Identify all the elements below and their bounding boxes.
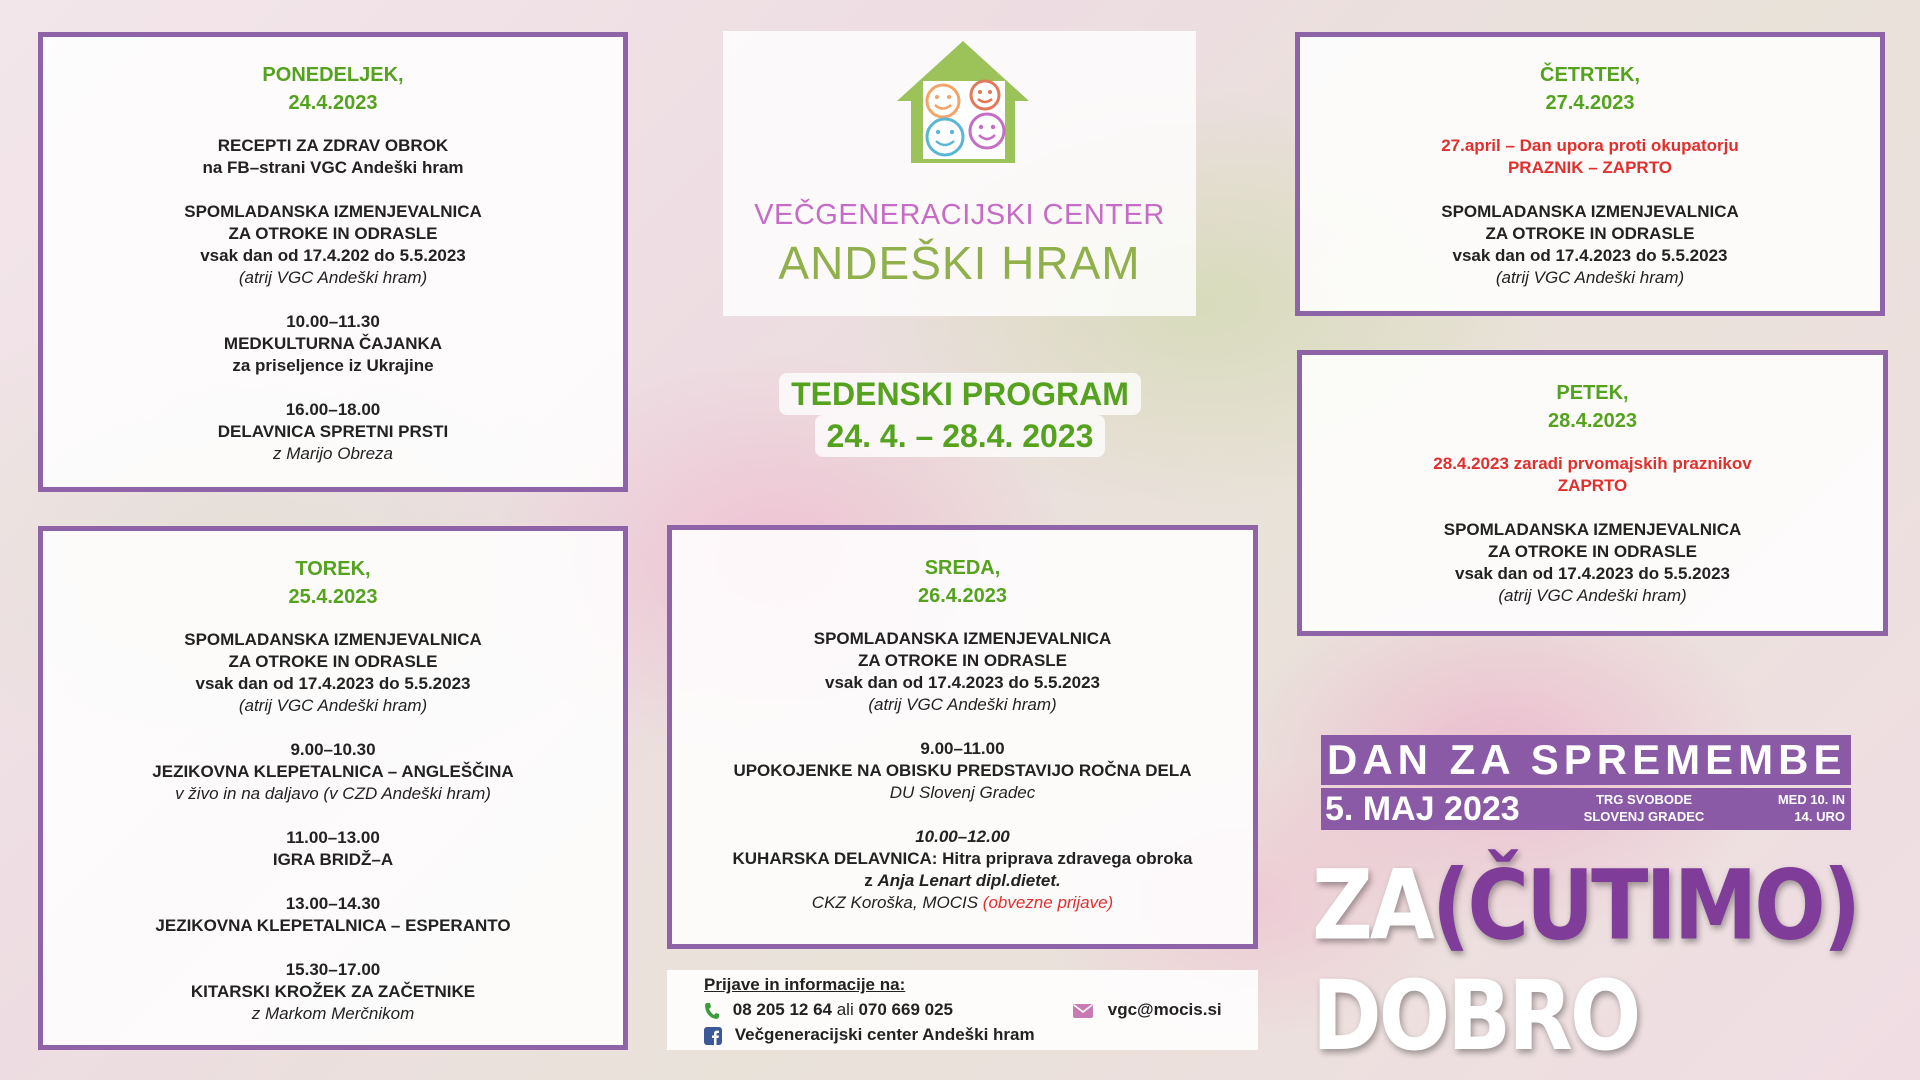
- event-detail: v živo in na daljavo (v CZD Andeški hram): [175, 784, 491, 803]
- day-date: 27.4.2023: [1545, 92, 1635, 114]
- wednesday-panel: [667, 525, 1258, 949]
- organizer-name: CKZ Koroška, MOCIS: [811, 893, 983, 912]
- event-title: RECEPTI ZA ZDRAV OBROK: [217, 136, 449, 155]
- facebook-icon: [704, 1027, 722, 1045]
- event-title: UPOKOJENKE NA OBISKU PREDSTAVIJO ROČNA DELA: [733, 761, 1192, 780]
- event-time: 10.00–12.00: [915, 827, 1010, 846]
- facebook-row: [704, 1025, 1035, 1045]
- day-date: 24.4.2023: [288, 92, 378, 114]
- event-organizer: [672, 892, 1253, 914]
- event-time: 9.00–10.30: [290, 740, 376, 759]
- event-title: ZA OTROKE IN ODRASLE: [228, 652, 438, 671]
- day-name: PETEK,: [1556, 382, 1629, 404]
- event-place-line2: SLOVENJ GRADEC: [1583, 809, 1705, 824]
- event-host: [672, 870, 1253, 892]
- event-title: JEZIKOVNA KLEPETALNICA – ESPERANTO: [155, 916, 511, 935]
- program-title: TEDENSKI PROGRAM: [779, 373, 1141, 415]
- phone-icon: [704, 1002, 720, 1020]
- friday-panel: [1297, 350, 1888, 636]
- event-title: IGRA BRIDŽ–A: [272, 850, 394, 869]
- event-location: (atrij VGC Andeški hram): [1495, 268, 1685, 287]
- event-location: (atrij VGC Andeški hram): [1498, 586, 1687, 605]
- event-location: (atrij VGC Andeški hram): [868, 695, 1057, 714]
- slogan-part-2: (ČUTIMO): [1431, 848, 1859, 962]
- program-dates: 24. 4. – 28.4. 2023: [815, 415, 1106, 457]
- logo-line2: ANDEŠKI HRAM: [778, 237, 1141, 289]
- event-title: SPOMLADANSKA IZMENJEVALNICA: [1441, 202, 1739, 221]
- event-time: 15.30–17.00: [285, 960, 381, 979]
- day-name: PONEDELJEK,: [262, 64, 404, 86]
- tuesday-heading: [43, 555, 623, 611]
- day-name: ČETRTEK,: [1540, 64, 1640, 86]
- event-time: 10.00–11.30: [286, 312, 380, 331]
- contact-heading: Prijave in informacije na:: [704, 975, 906, 994]
- logo-line1: VEČGENERACIJSKI CENTER: [754, 199, 1165, 231]
- holiday-note: 28.4.2023 zaradi prvomajskih praznikov: [1433, 454, 1752, 473]
- day-date: 26.4.2023: [918, 585, 1007, 607]
- monday-heading: [43, 61, 623, 117]
- event-time: 13.00–14.30: [285, 894, 381, 913]
- event-banner: DAN ZA SPREMEMBE: [1321, 735, 1851, 785]
- friday-heading: [1302, 379, 1883, 435]
- event-host: z Markom Merčnikom: [251, 1004, 415, 1023]
- event-detail: vsak dan od 17.4.2023 do 5.5.2023: [195, 674, 471, 693]
- tuesday-panel: [38, 526, 628, 1050]
- logo-panel: [723, 31, 1196, 316]
- event-place: [1579, 791, 1709, 825]
- event-detail: vsak dan od 17.4.2023 do 5.5.2023: [1455, 564, 1730, 583]
- host-name: Anja Lenart dipl.dietet.: [877, 871, 1061, 890]
- email-link[interactable]: vgc@mocis.si: [1107, 1000, 1222, 1019]
- phone-row: [704, 1000, 953, 1020]
- closed-note: ZAPRTO: [1557, 476, 1628, 495]
- event-title: SPOMLADANSKA IZMENJEVALNICA: [1443, 520, 1742, 539]
- day-date: 28.4.2023: [1548, 410, 1637, 432]
- event-time-line1: MED 10. IN: [1777, 792, 1845, 807]
- program-title-block: [760, 373, 1160, 457]
- event-title: JEZIKOVNA KLEPETALNICA – ANGLEŠČINA: [152, 762, 514, 781]
- event-date-banner: [1321, 788, 1851, 830]
- thursday-panel: [1295, 32, 1885, 316]
- wednesday-heading: [672, 554, 1253, 610]
- event-location: (atrij VGC Andeški hram): [238, 696, 428, 715]
- event-host: z Marijo Obreza: [273, 444, 393, 463]
- event-slogan: [1312, 850, 1872, 1071]
- day-name: SREDA,: [924, 557, 1001, 579]
- event-time-line2: 14. URO: [1794, 809, 1845, 824]
- event-date: 5. MAJ 2023: [1325, 790, 1520, 828]
- monday-panel: [38, 32, 628, 492]
- phone-number-2[interactable]: 070 669 025: [858, 1000, 954, 1019]
- event-time: 9.00–11.00: [920, 739, 1005, 758]
- phone-number-1[interactable]: 08 205 12 64: [732, 1000, 832, 1019]
- event-title: SPOMLADANSKA IZMENJEVALNICA: [184, 630, 482, 649]
- event-detail: na FB–strani VGC Andeški hram: [202, 158, 464, 177]
- envelope-icon: [1073, 1004, 1093, 1018]
- closed-note: PRAZNIK – ZAPRTO: [1507, 158, 1673, 177]
- event-detail: za priseljence iz Ukrajine: [232, 356, 434, 375]
- house-smileys-icon: [893, 37, 1033, 167]
- event-title: ZA OTROKE IN ODRASLE: [1487, 542, 1698, 561]
- event-location: (atrij VGC Andeški hram): [238, 268, 428, 287]
- event-detail: DU Slovenj Gradec: [889, 783, 1036, 802]
- event-detail: vsak dan od 17.4.2023 do 5.5.2023: [825, 673, 1100, 692]
- event-title: KITARSKI KROŽEK ZA ZAČETNIKE: [190, 982, 476, 1001]
- event-title: ZA OTROKE IN ODRASLE: [228, 224, 438, 243]
- event-title: MEDKULTURNA ČAJANKA: [223, 334, 443, 353]
- holiday-note: 27.april – Dan upora proti okupatorju: [1441, 136, 1739, 155]
- slogan-part-3: DOBRO: [1312, 959, 1639, 1072]
- facebook-page-link[interactable]: Večgeneracijski center Andeški hram: [734, 1025, 1035, 1044]
- event-title: SPOMLADANSKA IZMENJEVALNICA: [813, 629, 1112, 648]
- event-title: ZA OTROKE IN ODRASLE: [857, 651, 1068, 670]
- slogan-part-1: ZA: [1312, 848, 1432, 962]
- day-date: 25.4.2023: [288, 586, 378, 608]
- event-time: [1778, 791, 1845, 825]
- email-row: [1073, 1000, 1222, 1020]
- event-title: DELAVNICA SPRETNI PRSTI: [217, 422, 449, 441]
- event-title: KUHARSKA DELAVNICA: Hitra priprava zdravega obroka: [732, 849, 1193, 868]
- event-detail: vsak dan od 17.4.2023 do 5.5.2023: [1452, 246, 1728, 265]
- event-time: 11.00–13.00: [286, 828, 380, 847]
- host-prefix: z: [864, 871, 878, 890]
- event-detail: vsak dan od 17.4.202 do 5.5.2023: [200, 246, 466, 265]
- thursday-heading: [1300, 61, 1880, 117]
- mandatory-registration-note: (obvezne prijave): [982, 893, 1114, 912]
- event-place-line1: TRG SVOBODE: [1595, 792, 1693, 807]
- event-title: SPOMLADANSKA IZMENJEVALNICA: [184, 202, 482, 221]
- event-time: 16.00–18.00: [285, 400, 381, 419]
- contact-box: [667, 970, 1258, 1050]
- event-title: ZA OTROKE IN ODRASLE: [1485, 224, 1695, 243]
- phone-separator: ali: [832, 1000, 859, 1019]
- day-name: TOREK,: [295, 558, 371, 580]
